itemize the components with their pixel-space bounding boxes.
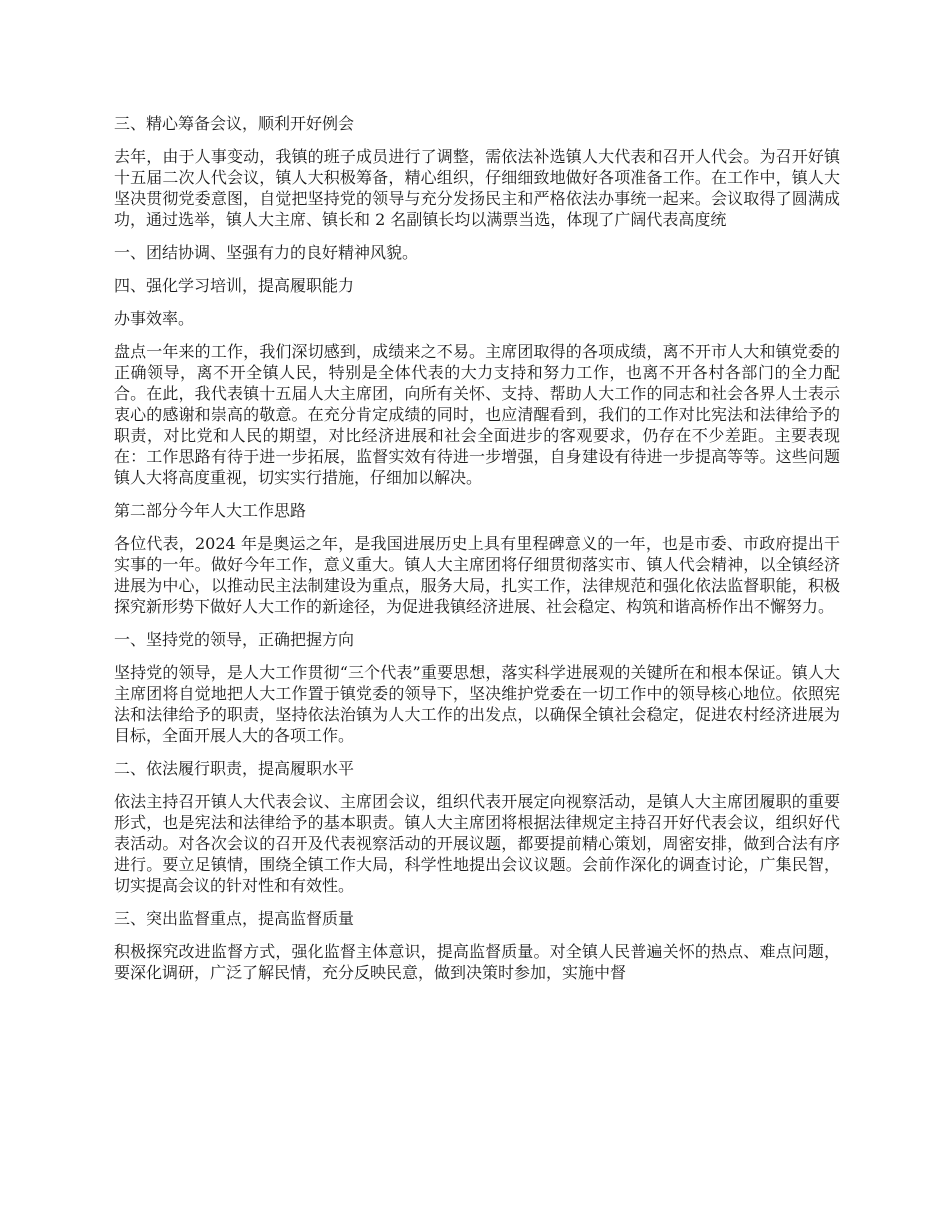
part-heading: 第二部分今年人大工作思路 [114,501,307,520]
section-heading: 四、强化学习培训，提高履职能力 [114,276,355,295]
body-paragraph: 积极探究改进监督方式，强化监督主体意识，提高监督质量。对全镇人民普遍关怀的热点、难点问题，要深化调研，广泛了解民情，充分反映民意，做到决策时参加，实施中督 [114,942,840,982]
section-heading: 一、坚持党的领导，正确把握方向 [114,630,355,649]
body-paragraph: 依法主持召开镇人大代表会议、主席团会议，组织代表开展定向视察活动，是镇人大主席团履职的重要形式，也是宪法和法律给予的基本职责。镇人大主席团将根据法律规定主持召开好代表会议，组织好代表活动。对各次会议的召开及代表视察活动的开展议题，都要提前精心策划，周密安排，做到合法有序进行。要立足镇情，围绕全镇工作大局，科学性地提出会议议题。会前作深化的调查讨论，广集民智，切实提高会议的针对性和有效性。 [114,792,840,895]
section-heading: 三、突出监督重点，提高监督质量 [114,909,355,928]
body-paragraph: 一、团结协调、坚强有力的良好精神风貌。 [114,243,419,262]
body-paragraph: 办事效率。 [114,309,195,328]
body-paragraph: 盘点一年来的工作，我们深切感到，成绩来之不易。主席团取得的各项成绩，离不开市人大和镇党委的正确领导，离不开全镇人民，特别是全体代表的大力支持和努力工作，也离不开各村各部门的全力配合。在此，我代表镇十五届人大主席团，向所有关怀、支持、帮助人大工作的同志和社会各界人士表示衷心的感谢和崇高的敬意。在充分肯定成绩的同时，也应清醒看到，我们的工作对比宪法和法律给予的职责，对比党和人民的期望，对比经济进展和社会全面进步的客观要求，仍存在不少差距。主要表现在：工作思路有待于进一步拓展，监督实效有待进一步增强，自身建设有待进一步提高等等。这些问题镇人大将高度重视，切实实行措施，仔细加以解决。 [114,342,840,487]
section-heading: 三、精心筹备会议，顺利开好例会 [114,114,355,133]
body-paragraph: 去年，由于人事变动，我镇的班子成员进行了调整，需依法补选镇人大代表和召开人代会。为召开好镇十五届二次人代会议，镇人大积极筹备，精心组织，仔细细致地做好各项准备工作。在工作中，镇人大坚决贯彻党委意图，自觉把坚持党的领导与充分发扬民主和严格依法办事统一起来。会议取得了圆满成功，通过选举，镇人大主席、镇长和 2 名副镇长均以满票当选，体现了广阔代表高度统 [114,147,840,229]
body-paragraph: 坚持党的领导，是人大工作贯彻“三个代表”重要思想，落实科学进展观的关键所在和根本保证。镇人大主席团将自觉地把人大工作置于镇党委的领导下，坚决维护党委在一切工作中的领导核心地位。依照宪法和法律给予的职责，坚持依法治镇为人大工作的出发点，以确保全镇社会稳定，促进农村经济进展为目标，全面开展人大的各项工作。 [114,663,840,745]
body-paragraph: 各位代表，2024 年是奥运之年，是我国进展历史上具有里程碑意义的一年，也是市委、市政府提出干实事的一年。做好今年工作，意义重大。镇人大主席团将仔细贯彻落实市、镇人代会精神，以全镇经济进展为中心，以推动民主法制建设为重点，服务大局，扎实工作，法律规范和强化依法监督职能，积极探究新形势下做好人大工作的新途径，为促进我镇经济进展、社会稳定、构筑和谐高桥作出不懈努力。 [114,534,840,616]
section-heading: 二、依法履行职责，提高履职水平 [114,759,355,778]
document-page [114,113,840,995]
